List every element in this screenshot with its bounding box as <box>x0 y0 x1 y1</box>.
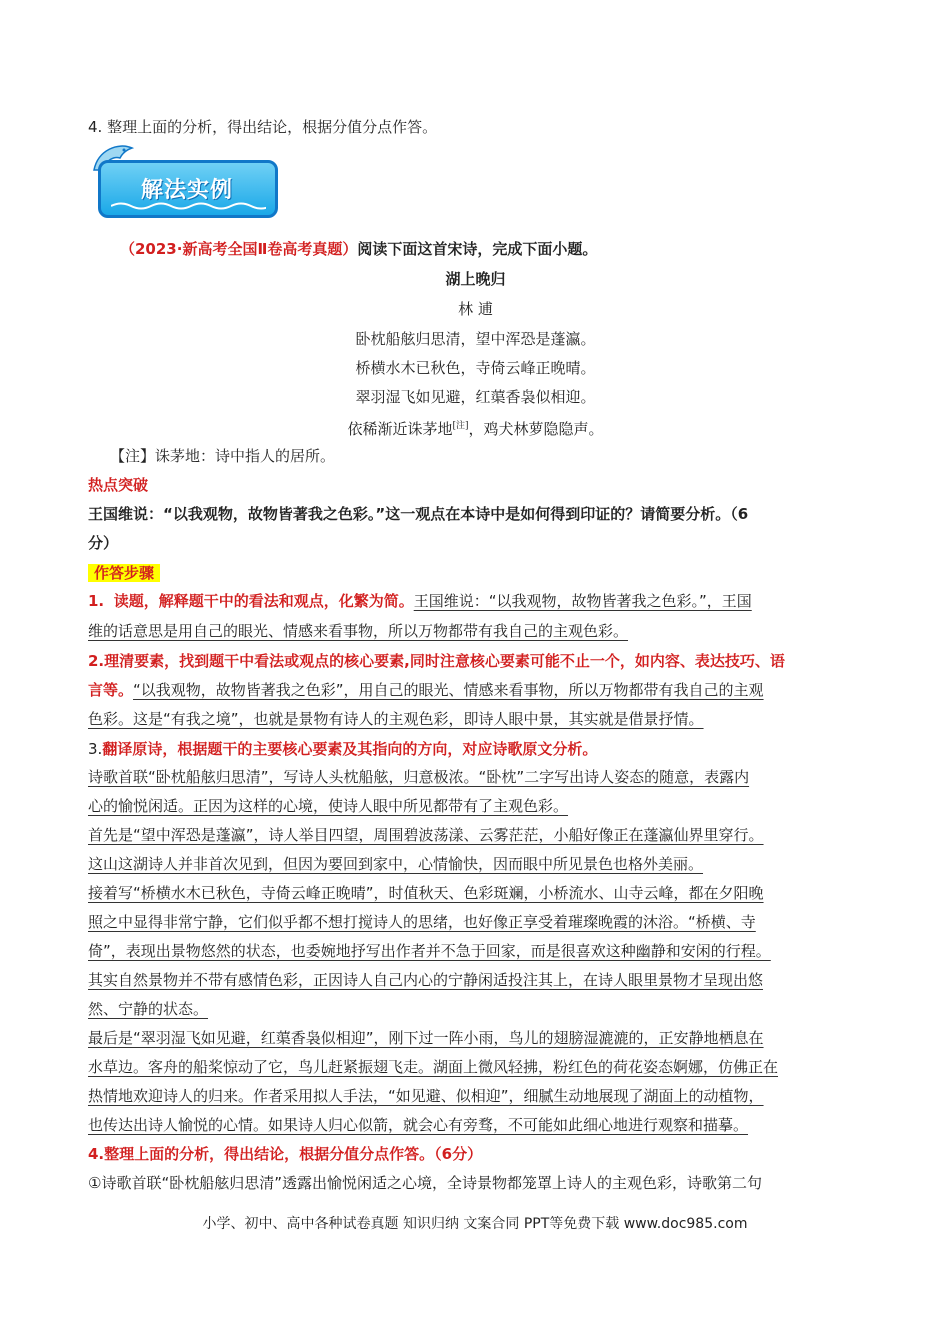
step2-text-2: “以我观物，故物皆著我之色彩”，用自己的眼光、情感来看事物，所以万物都带有我自己的主观 <box>133 681 764 699</box>
page-footer: 小学、初中、高中各种试卷真题 知识归纳 文案合同 PPT等免费下载 www.doc985.com <box>202 1216 748 1232</box>
step3-line-10: 最后是“翠羽湿飞如见避，红蕖香袅似相迎”，刚下过一阵小雨，鸟儿的翅膀湿漉漉的，正安静地栖息在 <box>88 1029 764 1047</box>
poem-line-3: 翠羽湿飞如见避，红蕖香袅似相迎。 <box>355 388 596 406</box>
steps-label: 作答步骤 <box>88 564 160 582</box>
step1-line-2: 维的话意思是用自己的眼光、情感来看事物，所以万物都带有我自己的主观色彩。 <box>88 622 629 640</box>
step3-line-8: 其实自然景物并不带有感情色彩，正因诗人自己内心的宁静闲适投注其上，在诗人眼里景物才呈现出悠 <box>88 971 764 989</box>
poem-author: 林 逋 <box>458 300 493 318</box>
step2-red-2: 言等。 <box>88 681 134 699</box>
step3-line-4: 这山这湖诗人并非首次见到，但因为要回到家中，心情愉快，因而眼中所见景色也格外美丽。 <box>88 855 704 873</box>
poem-title: 湖上晚归 <box>445 270 506 288</box>
step3-line-12: 热情地欢迎诗人的归来。作者采用拟人手法，“如见避、似相迎”，细腻生动地展现了湖面上的动植物， <box>88 1087 764 1105</box>
hotspot-heading: 热点突破 <box>88 476 149 494</box>
step1-num: 1. <box>88 592 105 610</box>
poem-line-4 <box>88 415 863 440</box>
poem-line-4-b: ，鸡犬林萝隐隐声。 <box>468 420 604 438</box>
step3-line-5: 接着写“桥横水木已秋色，寺倚云峰正晚晴”，时值秋天、色彩斑斓，小桥流水、山寺云峰，都在夕阳晚 <box>88 884 764 902</box>
step3-line-3: 首先是“望中浑恐是蓬瀛”，诗人举目四望，周围碧波荡漾、云雾茫茫，小船好像正在蓬瀛仙界里穿行。 <box>88 826 764 844</box>
step3-line-7: 倚”，表现出景物悠然的状态，也委婉地抒写出作者并不急于回家，而是很喜欢这种幽静和安闲的行程。 <box>88 942 771 960</box>
step3-num: 3. <box>88 740 103 758</box>
step4-heading: 4.整理上面的分析，得出结论，根据分值分点作答。（6分） <box>88 1145 483 1163</box>
question-instruction: 阅读下面这首宋诗，完成下面小题。 <box>357 240 598 258</box>
step2-line-2 <box>88 679 863 701</box>
poem-note-marker: [注] <box>452 421 469 431</box>
question-header <box>120 238 860 260</box>
poem-line-1: 卧枕船舷归思清，望中浑恐是蓬瀛。 <box>355 330 596 348</box>
step3-line-1: 诗歌首联“卧枕船舷归思清”，写诗人头枕船舷，归意极浓。“卧枕”二字写出诗人姿态的随意，表露内 <box>88 768 750 786</box>
step3-line-11: 水草边。客舟的船桨惊动了它，鸟儿赶紧振翅飞走。湖面上微风轻拂，粉红色的荷花姿态婀娜，仿佛正在 <box>88 1058 779 1076</box>
step1-line-1 <box>88 590 863 612</box>
step2-line-3: 色彩。这是“有我之境”，也就是景物有诗人的主观色彩，即诗人眼中景，其实就是借景抒情。 <box>88 710 704 728</box>
step3-heading <box>88 738 863 760</box>
step3-line-6: 照之中显得非常宁静，它们似乎都不想打搅诗人的思绪，也好像正享受着璀璨晚霞的沐浴。“桥横、寺 <box>88 913 756 931</box>
poem-line-2: 桥横水木已秋色，寺倚云峰正晚晴。 <box>355 359 596 377</box>
method-example-banner <box>98 160 278 218</box>
question-source: （2023·新高考全国Ⅱ卷高考真题） <box>120 240 358 258</box>
question-line-1: 王国维说：“以我观物，故物皆著我之色彩。”这一观点在本诗中是如何得到印证的？请简要分析。（6 <box>88 505 749 523</box>
step1-red: 读题，解释题干中的看法和观点，化繁为简。 <box>113 592 414 610</box>
step1-text-1: 王国维说：“以我观物，故物皆著我之色彩。”，王国 <box>413 592 752 610</box>
poem-note: 【注】诛茅地：诗中指人的居所。 <box>110 447 336 465</box>
step4-answer-1: ①诗歌首联“卧枕船舷归思清”透露出愉悦闲适之心境，全诗景物都笼罩上诗人的主观色彩，诗歌第二句 <box>88 1174 762 1192</box>
step3-line-2: 心的愉悦闲适。正因为这样的心境，使诗人眼中所见都带有了主观色彩。 <box>88 797 569 815</box>
question-line-2: 分） <box>88 534 119 552</box>
step3-line-9: 然、宁静的状态。 <box>88 1000 209 1018</box>
banner-label: 解法实例 <box>141 178 234 203</box>
step3-red: 翻译原诗，根据题干的主要核心要素及其指向的方向，对应诗歌原文分析。 <box>102 740 598 758</box>
step4-intro: 4. 整理上面的分析，得出结论，根据分值分点作答。 <box>88 118 438 136</box>
step3-line-13: 也传达出诗人愉悦的心情。如果诗人归心似箭，就会心有旁骛，不可能如此细心地进行观察和描摹。 <box>88 1116 749 1134</box>
wave-decoration <box>111 201 266 211</box>
step2-red-1: 2.理清要素，找到题干中看法或观点的核心要素,同时注意核心要素可能不止一个，如内容、表达技巧、语 <box>88 652 785 670</box>
steps-label-row <box>88 562 863 584</box>
poem-line-4-a: 依稀渐近诛茅地 <box>347 420 453 438</box>
